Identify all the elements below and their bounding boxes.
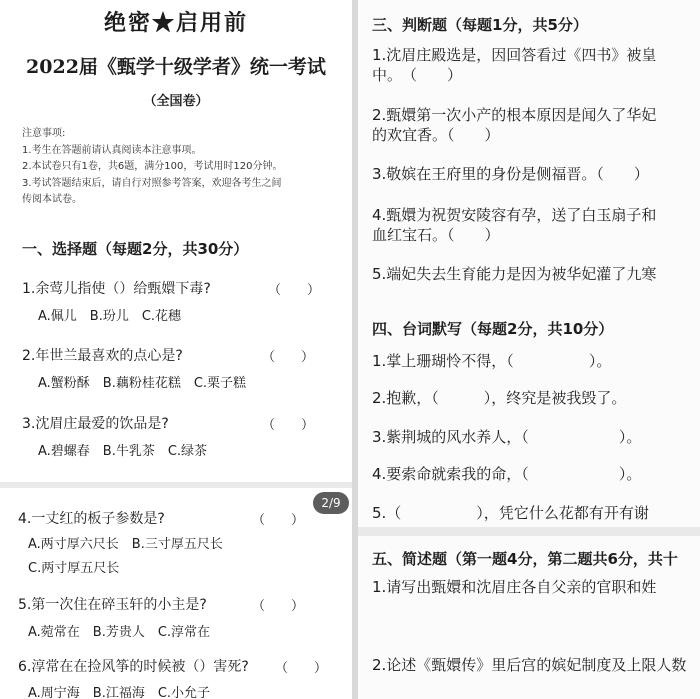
answer-blank[interactable]: （ ） — [268, 283, 321, 298]
exam-page-3 — [358, 0, 700, 527]
judge-question-line: 3.敬嫔在王府里的身份是侧福晋。（ ） — [372, 165, 649, 183]
question-options: A.蟹粉酥 B.藕粉桂花糕 C.栗子糕 — [38, 376, 247, 391]
exam-subtitle: （全国卷） — [143, 94, 209, 109]
question-text: 3.沈眉庄最爱的饮品是? — [22, 416, 169, 432]
answer-blank[interactable]: （ ） — [262, 350, 315, 365]
notes-line: 2.本试卷只有1卷，共6题，满分100，考试用时120分钟。 — [22, 161, 283, 172]
section-heading-choice: 一、选择题（每题2分，共30分） — [22, 240, 249, 258]
judge-question-line: 2.甄嬛第一次小产的根本原因是闻久了华妃 — [372, 106, 657, 124]
short-answer-question: 1.请写出甄嬛和沈眉庄各自父亲的官职和姓 — [372, 578, 657, 596]
question-text: 5.第一次住在碎玉轩的小主是? — [18, 597, 207, 613]
line-recite-question: 1.掌上珊瑚怜不得，（ ）。 — [372, 352, 612, 370]
answer-blank[interactable]: （ ） — [275, 661, 328, 676]
question-options: C.两寸厚五尺长 — [28, 561, 120, 576]
line-recite-question: 3.紫荆城的风水养人，（ ）。 — [372, 428, 642, 446]
question-text: 1.余莺儿指使（）给甄嬛下毒? — [22, 281, 211, 297]
answer-blank[interactable]: （ ） — [252, 513, 305, 528]
judge-question-line: 血红宝石。（ ） — [372, 226, 500, 244]
short-answer-question: 2.论述《甄嬛传》里后宫的嫔妃制度及上限人数 — [372, 656, 687, 674]
page-indicator-badge: 2/9 — [313, 492, 349, 514]
judge-question-line: 的欢宜香。（ ） — [372, 126, 500, 144]
answer-blank[interactable]: （ ） — [262, 418, 315, 433]
answer-blank[interactable]: （ ） — [252, 599, 305, 614]
question-text: 4.一丈红的板子参数是? — [18, 511, 165, 527]
exam-title: 2022届《甄学十级学者》统一考试 — [26, 56, 326, 78]
section-heading-lines: 四、台词默写（每题2分，共10分） — [372, 320, 614, 338]
notes-line: 传阅本试卷。 — [22, 194, 82, 205]
question-text: 6.淳常在在捡风筝的时候被（）害死? — [18, 659, 249, 675]
question-options: A.两寸厚六尺长 B.三寸厚五尺长 — [28, 537, 223, 552]
question-options: A.佩儿 B.玢儿 C.花穗 — [38, 309, 182, 324]
judge-question-line: 1.沈眉庄殿选是，因回答看过《四书》被皇 — [372, 46, 657, 64]
notes-line: 注意事项: — [22, 128, 66, 139]
judge-question-line: 中。 （ ） — [372, 66, 463, 84]
question-options: A.碧螺春 B.牛乳茶 C.绿茶 — [38, 444, 208, 459]
confidential-label: 绝密★启用前 — [103, 10, 248, 36]
question-options: A.周宁海 B.江福海 C.小允子 — [28, 686, 211, 699]
notes-line: 3.考试答题结束后，请自行对照参考答案，欢迎各考生之间 — [22, 177, 282, 189]
question-text: 2.年世兰最喜欢的点心是? — [22, 348, 183, 364]
section-heading-short-answer: 五、简述题（第一题4分，第二题共6分，共十 — [372, 550, 678, 568]
section-heading-judge: 三、判断题（每题1分，共5分） — [372, 16, 588, 34]
line-recite-question: 2.抱歉，（ ），终究是被我毁了。 — [372, 389, 627, 407]
exam-page-4 — [358, 536, 700, 699]
exam-page-1 — [0, 0, 352, 482]
judge-question-line: 4.甄嬛为祝贺安陵容有孕，送了白玉扇子和 — [372, 206, 657, 224]
line-recite-question: 4.要索命就索我的命，（ ）。 — [372, 465, 642, 483]
exam-page-2 — [0, 488, 352, 699]
line-recite-question: 5.（ ），凭它什么花都有开有谢 — [372, 504, 649, 522]
question-options: A.菀常在 B.芳贵人 C.淳常在 — [28, 625, 211, 640]
notes-line: 1.考生在答题前请认真阅读本注意事项。 — [22, 144, 202, 156]
exam-notes — [22, 126, 344, 209]
judge-question-line: 5.端妃失去生育能力是因为被华妃灌了九寒 — [372, 265, 657, 283]
